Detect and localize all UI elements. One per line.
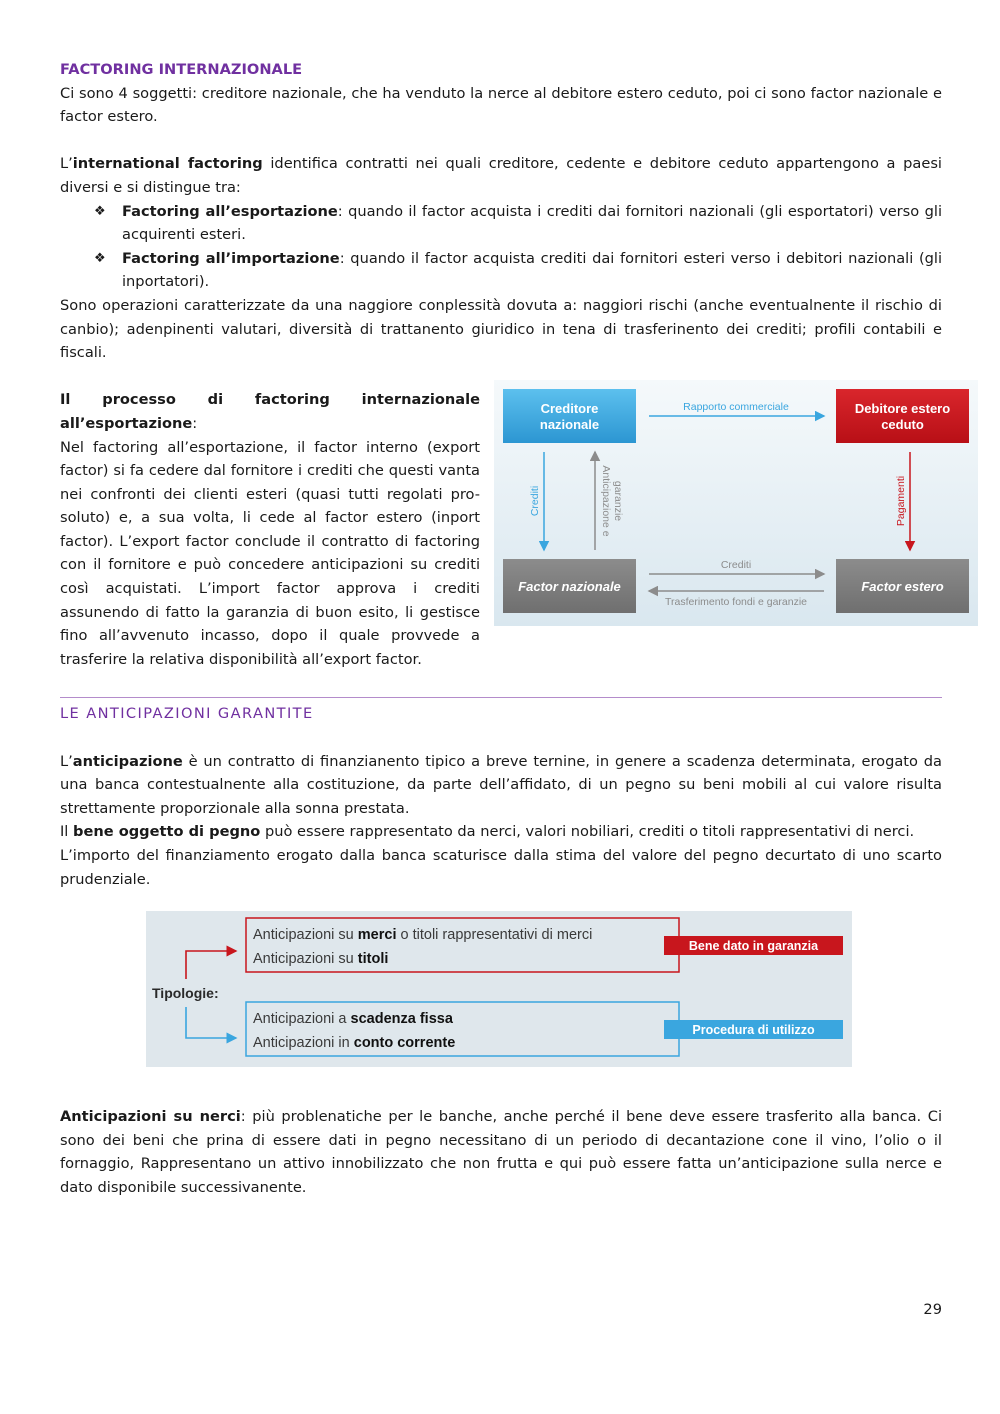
label-creditore-1: Creditore [540,401,599,417]
text-fragment: L’ [60,752,73,770]
term-international-factoring: international factoring [72,155,263,173]
box-factor-estero [836,559,969,613]
diamond-bullet-icon: ❖ [94,250,106,266]
paragraph-anticipazioni-merci [60,1105,942,1199]
section-title-anticipazioni: LE ANTICIPAZIONI GARANTITE [60,705,314,723]
text-fragment: L’ [60,155,73,173]
label-crediti-vertical: Crediti [529,486,541,517]
term-export: Factoring all’esportazione [122,202,338,220]
paragraph-anticipazione-definition [60,750,942,821]
text-fragment: Anticipazioni su [253,927,358,944]
text-fragment: identifica contratti nei quali creditore, cedente e debitore ceduto appartengono a paesi diversi e si distingue tra: [60,155,942,196]
paragraph-pegno [60,820,942,844]
label-crediti-horizontal: Crediti [720,559,752,572]
label-trasferimento: Trasferimento fondi e garanzie [664,596,808,609]
page-number: 29 [923,1301,942,1318]
text-fragment: : quando il factor acquista crediti dai fornitori esteri verso i debitori nazionali (gli inportatori). [122,249,943,291]
section-divider [60,697,942,698]
tipologie-diagram [146,911,852,1067]
text-fragment: Anticipazioni a [253,1011,351,1028]
label-debitore-2: ceduto [881,417,924,433]
list-item [94,200,942,247]
label-debitore-1: Debitore estero [854,401,951,417]
box-creditore-nazionale [503,389,636,443]
label-creditore-2: nazionale [539,417,600,433]
term-bene-pegno: bene oggetto di pegno [73,823,261,841]
box-debitore-estero [836,389,969,443]
factoring-types-list [60,200,942,294]
paragraph-definition [60,152,942,199]
text-fragment: : quando il factor acquista i crediti dai fornitori nazionali (gli esportatori) verso gli acquirenti esteri. [122,202,942,244]
process-section [60,388,951,671]
box-factor-nazionale [503,559,636,613]
label-anticipazione-2: garanzie [612,481,624,522]
text-fragment: : [192,414,198,432]
diamond-bullet-icon: ❖ [94,203,106,219]
paragraph-importo: L’importo del finanziamento erogato dalla banca scaturisce dalla stima del valore del pegno decurtato di uno scarto prudenziale. [60,847,942,888]
page-content [60,58,951,1200]
list-item [94,247,942,294]
label-factor-estero: Factor estero [861,579,944,595]
text-fragment: Il [60,823,73,841]
label-rapporto-commerciale: Rapporto commerciale [683,401,789,414]
text-fragment: può essere rappresentato da nerci, valori nobiliari, crediti o titoli rappresentativi di nerci. [260,823,915,841]
paragraph-complexity: Sono operazioni caratterizzate da una naggiore conplessità dovuta a: naggiori rischi (anche eventualnente il rischio di canbio); adenpinenti valutari, diversità di trattanento giuridico in tena di trasferinento dei crediti; profili contabili e fiscali. [60,296,942,362]
row-scadenza-fissa [253,1011,454,1027]
label-procedura-utilizzo: Procedura di utilizzo [692,1023,815,1038]
text-fragment: Anticipazioni in [253,1035,354,1052]
row-anticipazioni-merci [253,927,592,943]
term-anticipazioni-merci: Anticipazioni su nerci [60,1108,241,1126]
paragraph-intro: Ci sono 4 soggetti: creditore nazionale, che ha venduto la nerce al debitore estero ceduto, poi ci sono factor nazionale e factor estero. [60,84,942,126]
process-paragraph [60,388,480,671]
text-fragment: scadenza fissa [350,1011,453,1028]
text-fragment: o titoli rappresentativi di merci [396,927,593,944]
label-factor-nazionale: Factor nazionale [518,579,621,595]
label-tipologie: Tipologie: [152,985,219,1002]
term-anticipazione: anticipazione [72,752,183,770]
text-fragment: Nel factoring all’esportazione, il factor interno (export factor) si fa cedere dal fornitore i crediti che questi vanta nei confronti dei clienti esteri (quasi tutti regolati pro-soluto) e, a sua volta, li cede al factor estero (inport factor). L’export factor conclude il contratto di factoring con il fornitore e può concedere anticipazioni su crediti così acquistati. L’import factor approva i crediti assunendo di fatto la garanzia di buon esito, li gestisce fino all’avvenuto incasso, dopo il quale provvede a trasferire la relativa disponibilità all’export factor. [60,438,480,668]
factoring-flow-diagram [494,380,978,626]
text-fragment: titoli [357,951,389,968]
text-fragment: conto corrente [353,1035,456,1052]
text-fragment: merci [357,927,397,944]
text-fragment: è un contratto di finanzianento tipico a breve ternine, in genere a scadenza determinata, erogato da una banca contestualnente alla costituzione, da parte dell’affidato, di un pegno su beni mobili al cui valore risulta strettamente proporzionale alla sonna prestata. [60,752,942,817]
text-fragment: : più problenatiche per le banche, anche perché il bene deve essere trasferito alla banca. Ci sono dei beni che prina di essere dati in pegno necessitano di un periodo di decantazione cone il vino, l’olio o il fornaggio, Rappresentano un attivo innobilizzato che non frutta e qui può essere fatta un’anticipazione sulla nerce e dato disponibile successivanente. [60,1108,942,1196]
process-title: Il processo di factoring internazionale all’esportazione [60,391,480,432]
section-title-factoring: FACTORING INTERNAZIONALE [60,61,303,78]
label-anticipazione-1: Anticipazione e [600,465,612,537]
term-import: Factoring all’importazione [122,249,340,267]
label-bene-garanzia: Bene dato in garanzia [688,939,819,954]
row-conto-corrente [253,1035,455,1051]
row-anticipazioni-titoli [253,951,388,967]
text-fragment: Anticipazioni su [253,951,358,968]
process-text-column [60,388,480,671]
label-pagamenti: Pagamenti [895,476,907,527]
